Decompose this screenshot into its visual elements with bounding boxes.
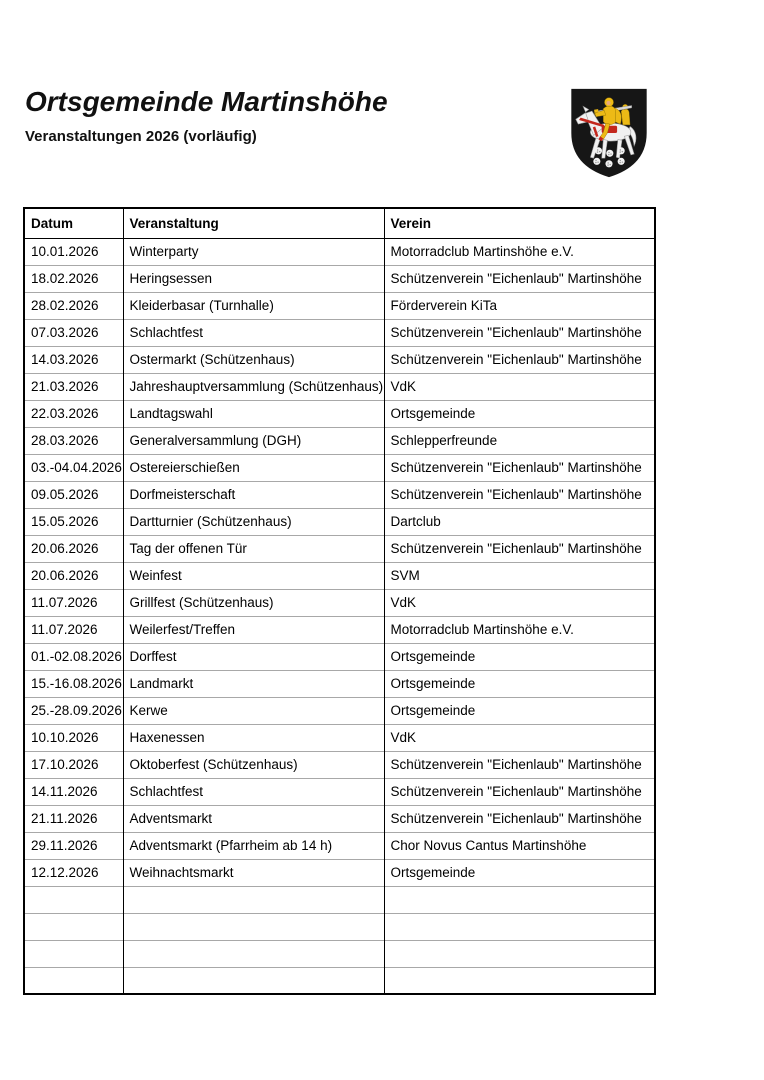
cell-datum: 29.11.2026: [24, 832, 123, 859]
cell-verein: Motorradclub Martinshöhe e.V.: [384, 238, 655, 265]
cell-veranstaltung: Landmarkt: [123, 670, 384, 697]
table-row: [24, 319, 655, 346]
cell-datum: 11.07.2026: [24, 616, 123, 643]
cell-datum: 28.03.2026: [24, 427, 123, 454]
cell-datum: 21.11.2026: [24, 805, 123, 832]
cell-verein: Schützenverein "Eichenlaub" Martinshöhe: [384, 346, 655, 373]
cell-veranstaltung: Ostermarkt (Schützenhaus): [123, 346, 384, 373]
page-subtitle: Veranstaltungen 2026 (vorläufig): [25, 128, 257, 145]
cell-datum: 22.03.2026: [24, 400, 123, 427]
cell-datum: 14.11.2026: [24, 778, 123, 805]
table-row-empty: [24, 886, 655, 913]
cell-verein: VdK: [384, 589, 655, 616]
table-row: [24, 265, 655, 292]
cell-datum: 03.-04.04.2026: [24, 454, 123, 481]
cell-veranstaltung: Oktoberfest (Schützenhaus): [123, 751, 384, 778]
cell-veranstaltung: Weinfest: [123, 562, 384, 589]
cell-datum: 15.-16.08.2026: [24, 670, 123, 697]
cell-veranstaltung: [123, 886, 384, 913]
cell-datum: 01.-02.08.2026: [24, 643, 123, 670]
cell-datum: [24, 886, 123, 913]
cell-verein: Schützenverein "Eichenlaub" Martinshöhe: [384, 265, 655, 292]
cell-veranstaltung: Winterparty: [123, 238, 384, 265]
cell-veranstaltung: Kerwe: [123, 697, 384, 724]
table-row-empty: [24, 913, 655, 940]
coat-of-arms-icon: [566, 86, 652, 180]
cell-verein: Schützenverein "Eichenlaub" Martinshöhe: [384, 454, 655, 481]
table-row-empty: [24, 940, 655, 967]
table-row: [24, 427, 655, 454]
cell-verein: Ortsgemeinde: [384, 400, 655, 427]
cell-verein: Ortsgemeinde: [384, 859, 655, 886]
header-verein: Verein: [384, 208, 655, 238]
cell-datum: 25.-28.09.2026: [24, 697, 123, 724]
cell-datum: 10.10.2026: [24, 724, 123, 751]
cell-datum: [24, 967, 123, 994]
cell-datum: 20.06.2026: [24, 535, 123, 562]
table-row: [24, 589, 655, 616]
cell-verein: Schützenverein "Eichenlaub" Martinshöhe: [384, 481, 655, 508]
cell-datum: [24, 940, 123, 967]
cell-datum: 15.05.2026: [24, 508, 123, 535]
cell-verein: Schützenverein "Eichenlaub" Martinshöhe: [384, 778, 655, 805]
cell-datum: 17.10.2026: [24, 751, 123, 778]
table-row: [24, 562, 655, 589]
table-row: [24, 643, 655, 670]
cell-veranstaltung: Heringsessen: [123, 265, 384, 292]
table-row: [24, 670, 655, 697]
cell-verein: Schützenverein "Eichenlaub" Martinshöhe: [384, 751, 655, 778]
cell-datum: 21.03.2026: [24, 373, 123, 400]
table-row: [24, 616, 655, 643]
header-veranstaltung: Veranstaltung: [123, 208, 384, 238]
cell-verein: Ortsgemeinde: [384, 697, 655, 724]
cell-datum: 10.01.2026: [24, 238, 123, 265]
table-row-empty: [24, 967, 655, 994]
table-row: [24, 400, 655, 427]
table-row: [24, 346, 655, 373]
cell-veranstaltung: Dartturnier (Schützenhaus): [123, 508, 384, 535]
table-row: [24, 697, 655, 724]
cell-verein: Förderverein KiTa: [384, 292, 655, 319]
cell-verein: Chor Novus Cantus Martinshöhe: [384, 832, 655, 859]
cell-veranstaltung: Schlachtfest: [123, 319, 384, 346]
cell-verein: [384, 886, 655, 913]
cell-verein: SVM: [384, 562, 655, 589]
cell-verein: [384, 967, 655, 994]
header-datum: Datum: [24, 208, 123, 238]
table-row: [24, 481, 655, 508]
cell-veranstaltung: Haxenessen: [123, 724, 384, 751]
cell-veranstaltung: Kleiderbasar (Turnhalle): [123, 292, 384, 319]
cell-veranstaltung: Ostereierschießen: [123, 454, 384, 481]
cell-verein: [384, 913, 655, 940]
cell-datum: 20.06.2026: [24, 562, 123, 589]
cell-veranstaltung: Weihnachtsmarkt: [123, 859, 384, 886]
cell-verein: Ortsgemeinde: [384, 670, 655, 697]
cell-verein: Motorradclub Martinshöhe e.V.: [384, 616, 655, 643]
cell-veranstaltung: Landtagswahl: [123, 400, 384, 427]
table-row: [24, 454, 655, 481]
cell-veranstaltung: Adventsmarkt: [123, 805, 384, 832]
cell-veranstaltung: Grillfest (Schützenhaus): [123, 589, 384, 616]
table-row: [24, 508, 655, 535]
cell-verein: VdK: [384, 724, 655, 751]
cell-veranstaltung: [123, 913, 384, 940]
cell-veranstaltung: Schlachtfest: [123, 778, 384, 805]
cell-verein: [384, 940, 655, 967]
table-row: [24, 778, 655, 805]
cell-veranstaltung: [123, 940, 384, 967]
table-row: [24, 535, 655, 562]
table-row: [24, 805, 655, 832]
cell-verein: Schützenverein "Eichenlaub" Martinshöhe: [384, 805, 655, 832]
cell-datum: 14.03.2026: [24, 346, 123, 373]
cell-veranstaltung: Adventsmarkt (Pfarrheim ab 14 h): [123, 832, 384, 859]
table-row: [24, 724, 655, 751]
table-row: [24, 859, 655, 886]
cell-verein: Schlepperfreunde: [384, 427, 655, 454]
cell-veranstaltung: [123, 967, 384, 994]
table-row: [24, 238, 655, 265]
page-title: Ortsgemeinde Martinshöhe: [25, 86, 388, 117]
table-row: [24, 832, 655, 859]
cell-datum: 18.02.2026: [24, 265, 123, 292]
events-table: [23, 207, 656, 995]
cell-verein: Ortsgemeinde: [384, 643, 655, 670]
cell-veranstaltung: Jahreshauptversammlung (Schützenhaus): [123, 373, 384, 400]
cell-veranstaltung: Dorffest: [123, 643, 384, 670]
cell-veranstaltung: Tag der offenen Tür: [123, 535, 384, 562]
cell-verein: Schützenverein "Eichenlaub" Martinshöhe: [384, 319, 655, 346]
cell-verein: VdK: [384, 373, 655, 400]
table-header-row: [24, 208, 655, 238]
cell-datum: 11.07.2026: [24, 589, 123, 616]
cell-verein: Schützenverein "Eichenlaub" Martinshöhe: [384, 535, 655, 562]
cell-datum: 07.03.2026: [24, 319, 123, 346]
cell-veranstaltung: Weilerfest/Treffen: [123, 616, 384, 643]
events-table-body: [24, 238, 655, 994]
cell-datum: [24, 913, 123, 940]
cell-datum: 09.05.2026: [24, 481, 123, 508]
cell-veranstaltung: Dorfmeisterschaft: [123, 481, 384, 508]
table-row: [24, 751, 655, 778]
table-row: [24, 373, 655, 400]
table-row: [24, 292, 655, 319]
cell-veranstaltung: Generalversammlung (DGH): [123, 427, 384, 454]
cell-datum: 28.02.2026: [24, 292, 123, 319]
cell-verein: Dartclub: [384, 508, 655, 535]
cell-datum: 12.12.2026: [24, 859, 123, 886]
